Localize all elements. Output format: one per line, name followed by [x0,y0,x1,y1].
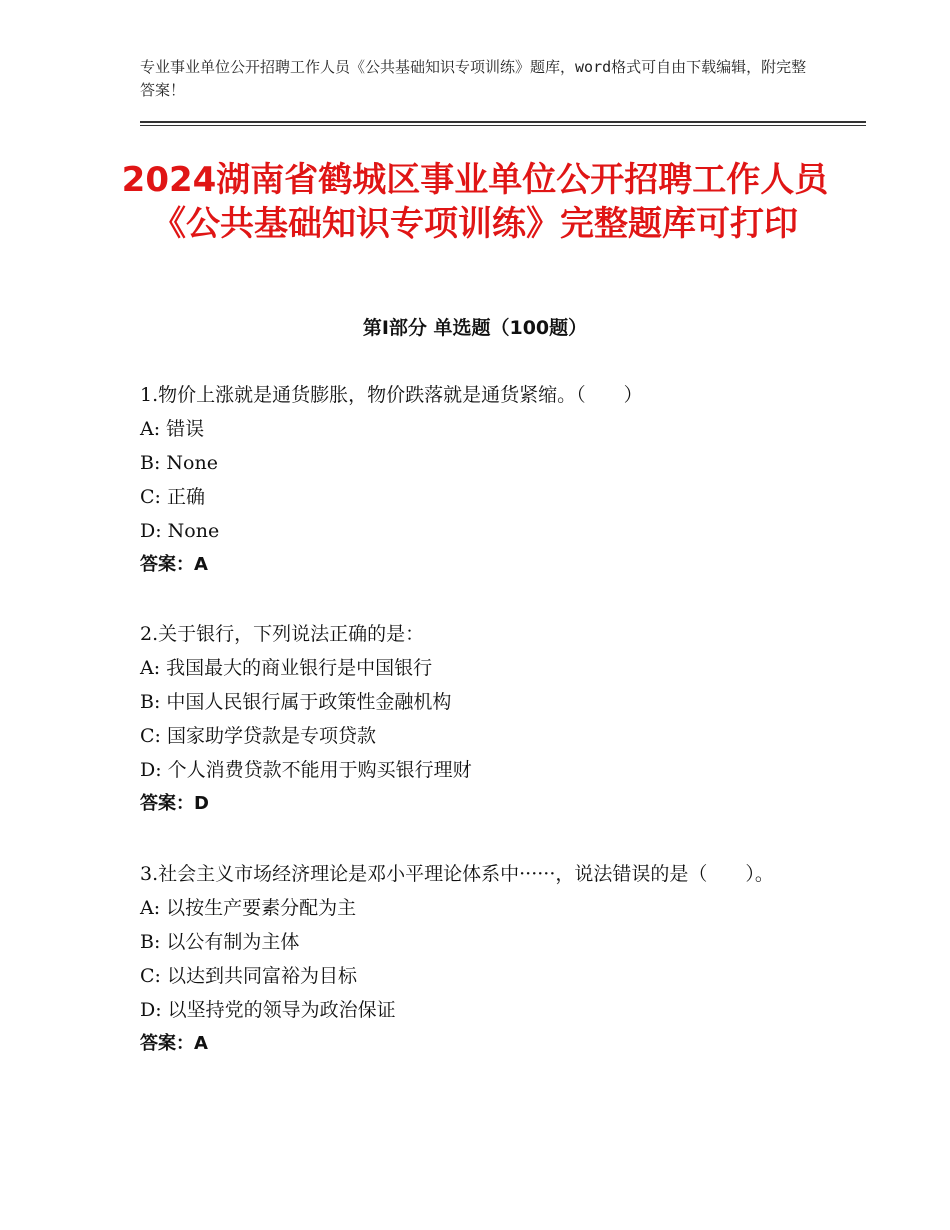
answer-label: 答案：A [140,554,208,575]
section-title: 第Ⅰ部分 单选题（100题） [362,317,588,339]
answer-label: 答案：D [140,793,209,814]
answer-label: 答案：A [140,1033,208,1054]
option-d: D: 个人消费贷款不能用于购买银行理财 [140,759,472,781]
question-stem: 2.关于银行，下列说法正确的是： [140,623,425,645]
header-divider-thin [140,125,866,126]
question-block [140,857,810,1061]
option-a: A: 以按生产要素分配为主 [140,897,357,919]
question-block [140,617,810,821]
question-stem: 3.社会主义市场经济理论是邓小平理论体系中······，说法错误的是（ ）。 [140,863,774,885]
question-block [140,378,810,582]
option-d: D: 以坚持党的领导为政治保证 [140,999,396,1021]
option-a: A: 错误 [140,418,205,440]
option-c: C: 正确 [140,486,205,508]
option-c: C: 国家助学贷款是专项贷款 [140,725,376,747]
option-a: A: 我国最大的商业银行是中国银行 [140,657,433,679]
option-d: D: None [140,520,220,542]
question-stem: 1.物价上涨就是通货膨胀，物价跌落就是通货紧缩。（ ） [140,384,643,406]
option-b: B: None [140,452,218,474]
option-b: B: 以公有制为主体 [140,931,300,953]
option-b: B: 中国人民银行属于政策性金融机构 [140,691,452,713]
header-divider [140,121,866,123]
header-note: 专业事业单位公开招聘工作人员《公共基础知识专项训练》题库，word格式可自由下载编辑，附完整答案！ [140,58,807,99]
page-title: 2024湖南省鹤城区事业单位公开招聘工作人员《公共基础知识专项训练》完整题库可打印 [121,160,829,244]
option-c: C: 以达到共同富裕为目标 [140,965,357,987]
